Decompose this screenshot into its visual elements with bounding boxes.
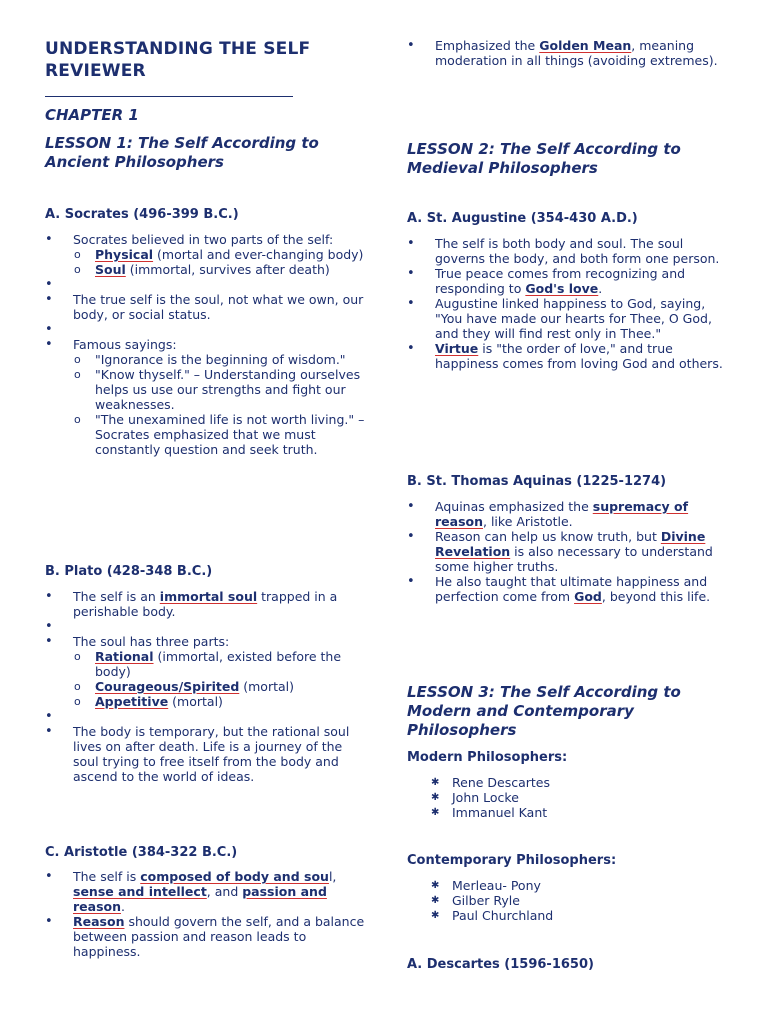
list-item: o Physical (mortal and ever-changing body) xyxy=(73,247,365,262)
list-item: ✱ Immanuel Kant xyxy=(407,805,550,820)
modern-philosophers-list xyxy=(407,775,550,820)
title-divider xyxy=(45,96,293,97)
contemporary-philosophers-heading: Contemporary Philosophers: xyxy=(407,853,617,868)
list-item: • Reason should govern the self, and a balance between passion and reason leads to happiness. xyxy=(45,914,365,959)
aristotle-list xyxy=(45,869,365,959)
list-item: • Augustine linked happiness to God, saying, "You have made our hearts for Thee, O God, and they will find rest only in Thee." xyxy=(407,296,727,341)
descartes-heading: A. Descartes (1596-1650) xyxy=(407,957,594,972)
chapter-heading: CHAPTER 1 xyxy=(45,106,139,124)
list-item: o Rational (immortal, existed before the body) xyxy=(73,649,365,679)
list-item: ✱ Rene Descartes xyxy=(407,775,550,790)
contemporary-philosophers-list xyxy=(407,878,553,923)
list-item: ✱ Paul Churchland xyxy=(407,908,553,923)
aristotle-list-continued xyxy=(407,38,727,68)
lesson-1-title: LESSON 1: The Self According to Ancient Philosophers xyxy=(45,134,319,171)
list-item: • Aquinas emphasized the supremacy of reason, like Aristotle. xyxy=(407,499,727,529)
lesson-3-title: LESSON 3: The Self According to Modern and Contemporary Philosophers xyxy=(407,683,681,739)
list-item: • The body is temporary, but the rational soul lives on after death. Life is a journey of the soul trying to free itself from the body and ascend to the world of ideas. xyxy=(45,724,365,784)
aquinas-heading: B. St. Thomas Aquinas (1225-1274) xyxy=(407,474,667,489)
list-item: • Emphasized the Golden Mean, meaning moderation in all things (avoiding extremes). xyxy=(407,38,727,68)
list-item: • He also taught that ultimate happiness and perfection come from God, beyond this life. xyxy=(407,574,727,604)
modern-philosophers-heading: Modern Philosophers: xyxy=(407,750,568,765)
list-item: • The soul has three parts: o Rational (immortal, existed before the body) o Courageous/Spirited (mortal) o Appetitive (mortal) xyxy=(45,634,365,709)
socrates-list xyxy=(45,232,365,457)
list-item: • Socrates believed in two parts of the self: o Physical (mortal and ever-changing body) o Soul (immortal, survives after death) xyxy=(45,232,365,277)
list-item: • The self is an immortal soul trapped in a perishable body. xyxy=(45,589,365,619)
list-item: • The true self is the soul, not what we own, our body, or social status. xyxy=(45,292,365,322)
list-item: • Virtue is "the order of love," and true happiness comes from loving God and others. xyxy=(407,341,727,371)
list-item: ✱ Gilber Ryle xyxy=(407,893,553,908)
list-item: • Reason can help us know truth, but Divine Revelation is also necessary to understand some higher truths. xyxy=(407,529,727,574)
list-item: o Appetitive (mortal) xyxy=(73,694,365,709)
plato-heading: B. Plato (428-348 B.C.) xyxy=(45,564,213,579)
list-item: o "Ignorance is the beginning of wisdom." xyxy=(73,352,365,367)
augustine-heading: A. St. Augustine (354-430 A.D.) xyxy=(407,211,638,226)
sub-list xyxy=(73,649,365,709)
list-item: o "Know thyself." – Understanding ourselves helps us use our strengths and fight our weaknesses. xyxy=(73,367,365,412)
aquinas-list xyxy=(407,499,727,604)
sub-list xyxy=(73,247,365,277)
list-item: o Soul (immortal, survives after death) xyxy=(73,262,365,277)
sub-list xyxy=(73,352,365,457)
augustine-list xyxy=(407,236,727,371)
list-item: o Courageous/Spirited (mortal) xyxy=(73,679,365,694)
list-item: • The self is both body and soul. The soul governs the body, and both form one person. xyxy=(407,236,727,266)
plato-list xyxy=(45,589,365,784)
list-item: ✱ Merleau- Pony xyxy=(407,878,553,893)
list-item: ✱ John Locke xyxy=(407,790,550,805)
list-item: • True peace comes from recognizing and responding to God's love. xyxy=(407,266,727,296)
document-title: UNDERSTANDING THE SELF REVIEWER xyxy=(45,39,311,81)
socrates-heading: A. Socrates (496-399 B.C.) xyxy=(45,207,239,222)
lesson-2-title: LESSON 2: The Self According to Medieval Philosophers xyxy=(407,140,681,177)
aristotle-heading: C. Aristotle (384-322 B.C.) xyxy=(45,845,238,860)
list-item: • The self is composed of body and soul, sense and intellect, and passion and reason. xyxy=(45,869,365,914)
list-item: • Famous sayings: o "Ignorance is the beginning of wisdom." o "Know thyself." – Understanding ourselves helps us use our strengths and fight our weaknesses. o "The unexamined life is not worth living." – Socrates emphasized that we must constantly question and seek truth. xyxy=(45,337,365,457)
list-item: o "The unexamined life is not worth living." – Socrates emphasized that we must constantly question and seek truth. xyxy=(73,412,365,457)
